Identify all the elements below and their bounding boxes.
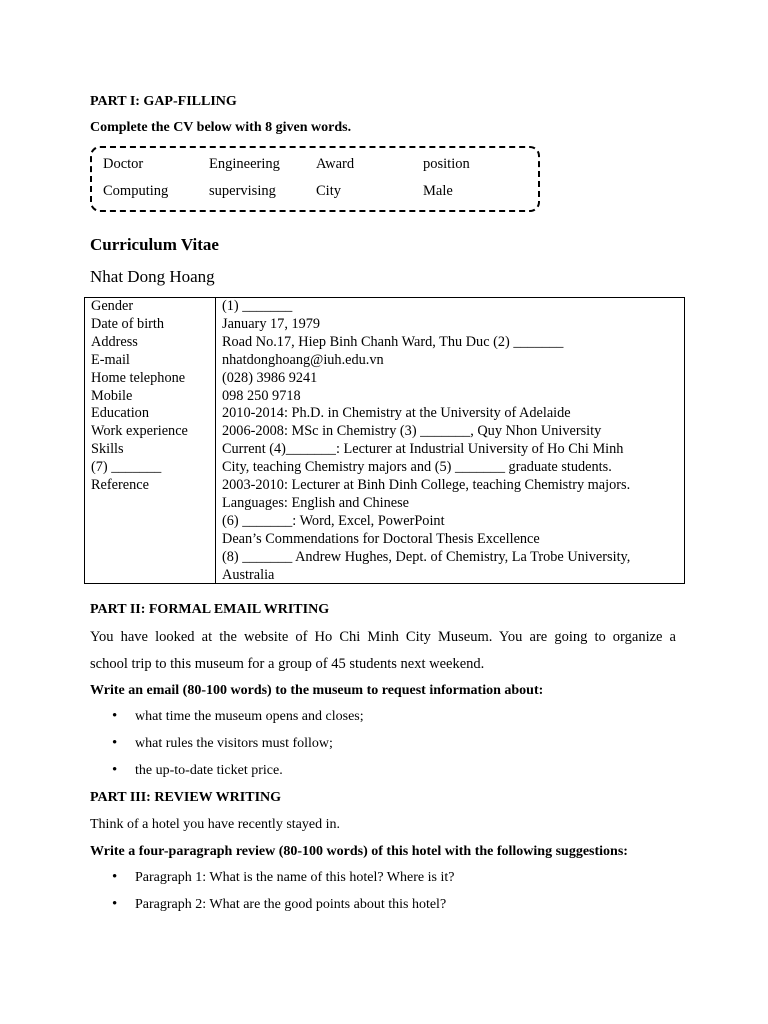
bullet-text: what time the museum opens and closes;	[135, 709, 364, 724]
cv-value: 098 250 9718	[222, 387, 301, 404]
word-item: Computing	[103, 183, 169, 199]
cv-value: Dean’s Commendations for Doctoral Thesis Excellence	[222, 530, 540, 547]
cv-label: Gender	[91, 298, 134, 314]
cv-value: 2010-2014: Ph.D. in Chemistry at the University of Adelaide	[222, 405, 571, 422]
cv-title: Curriculum Vitae	[90, 235, 219, 254]
cv-value: (1) _______	[222, 298, 293, 314]
word-item: City	[316, 183, 341, 199]
cv-value: Current (4)_______: Lecturer at Industrial University of Ho Chi Minh	[222, 441, 624, 458]
bullet-text: Paragraph 2: What are the good points about this hotel?	[135, 897, 447, 912]
part1-heading: PART I: GAP-FILLING	[90, 94, 237, 109]
bullet-icon: •	[112, 735, 118, 751]
cv-label: E-mail	[91, 351, 130, 368]
cv-values-column	[222, 298, 630, 585]
cv-labels-column	[91, 298, 188, 495]
part2-instruction: Write an email (80-100 words) to the museum to request information about:	[90, 683, 544, 698]
cv-label: Home telephone	[91, 369, 186, 386]
part3-instruction: Write a four-paragraph review (80-100 words) of this hotel with the following suggestions:	[90, 844, 628, 859]
part3-heading: PART III: REVIEW WRITING	[90, 790, 282, 805]
cv-name: Nhat Dong Hoang	[90, 267, 215, 286]
cv-value: nhatdonghoang@iuh.edu.vn	[222, 351, 384, 368]
cv-value: Languages: English and Chinese	[222, 494, 410, 511]
word-item: position	[423, 156, 470, 172]
cv-label: Work experience	[91, 423, 188, 440]
cv-label: Date of birth	[91, 315, 165, 332]
cv-label: Skills	[91, 441, 124, 458]
word-item: supervising	[209, 183, 276, 199]
cv-value: Road No.17, Hiep Binh Chanh Ward, Thu Duc (2) _______	[222, 333, 564, 350]
part2-heading: PART II: FORMAL EMAIL WRITING	[90, 602, 330, 617]
word-item: Award	[316, 156, 355, 172]
cv-value: (6) _______: Word, Excel, PowerPoint	[222, 512, 445, 529]
part1-instruction: Complete the CV below with 8 given words.	[90, 120, 352, 135]
cv-value: (028) 3986 9241	[222, 369, 318, 386]
cv-value: Australia	[222, 566, 275, 583]
cv-value: January 17, 1979	[222, 315, 321, 332]
word-item: Male	[423, 183, 453, 199]
bullet-text: the up-to-date ticket price.	[135, 763, 283, 778]
word-item: Engineering	[209, 156, 280, 172]
cv-label: Reference	[91, 477, 149, 494]
cv-column-divider	[215, 298, 216, 583]
cv-value: 2006-2008: MSc in Chemistry (3) _______, Quy Nhon University	[222, 423, 602, 440]
bullet-icon: •	[112, 896, 118, 912]
bullet-icon: •	[112, 762, 118, 778]
part2-paragraph-line: You have looked at the website of Ho Chi Minh City Museum. You are going to organize a	[90, 629, 676, 645]
word-box	[90, 146, 540, 212]
cv-value: 2003-2010: Lecturer at Binh Dinh College, teaching Chemistry majors.	[222, 477, 631, 494]
cv-label: Address	[91, 333, 138, 350]
cv-label: Education	[91, 405, 149, 422]
bullet-text: Paragraph 1: What is the name of this hotel? Where is it?	[135, 870, 455, 885]
word-item: Doctor	[103, 156, 144, 172]
part2-paragraph-line: school trip to this museum for a group of 45 students next weekend.	[90, 656, 485, 672]
cv-label: (7) _______	[91, 459, 162, 476]
cv-label: Mobile	[91, 387, 133, 404]
cv-value: City, teaching Chemistry majors and (5) _______ graduate students.	[222, 459, 612, 476]
bullet-icon: •	[112, 708, 118, 724]
bullet-icon: •	[112, 869, 118, 885]
cv-table	[84, 297, 685, 584]
bullet-text: what rules the visitors must follow;	[135, 736, 333, 751]
cv-value: (8) _______ Andrew Hughes, Dept. of Chemistry, La Trobe University,	[222, 548, 631, 565]
part3-prompt: Think of a hotel you have recently stayed in.	[90, 817, 340, 832]
